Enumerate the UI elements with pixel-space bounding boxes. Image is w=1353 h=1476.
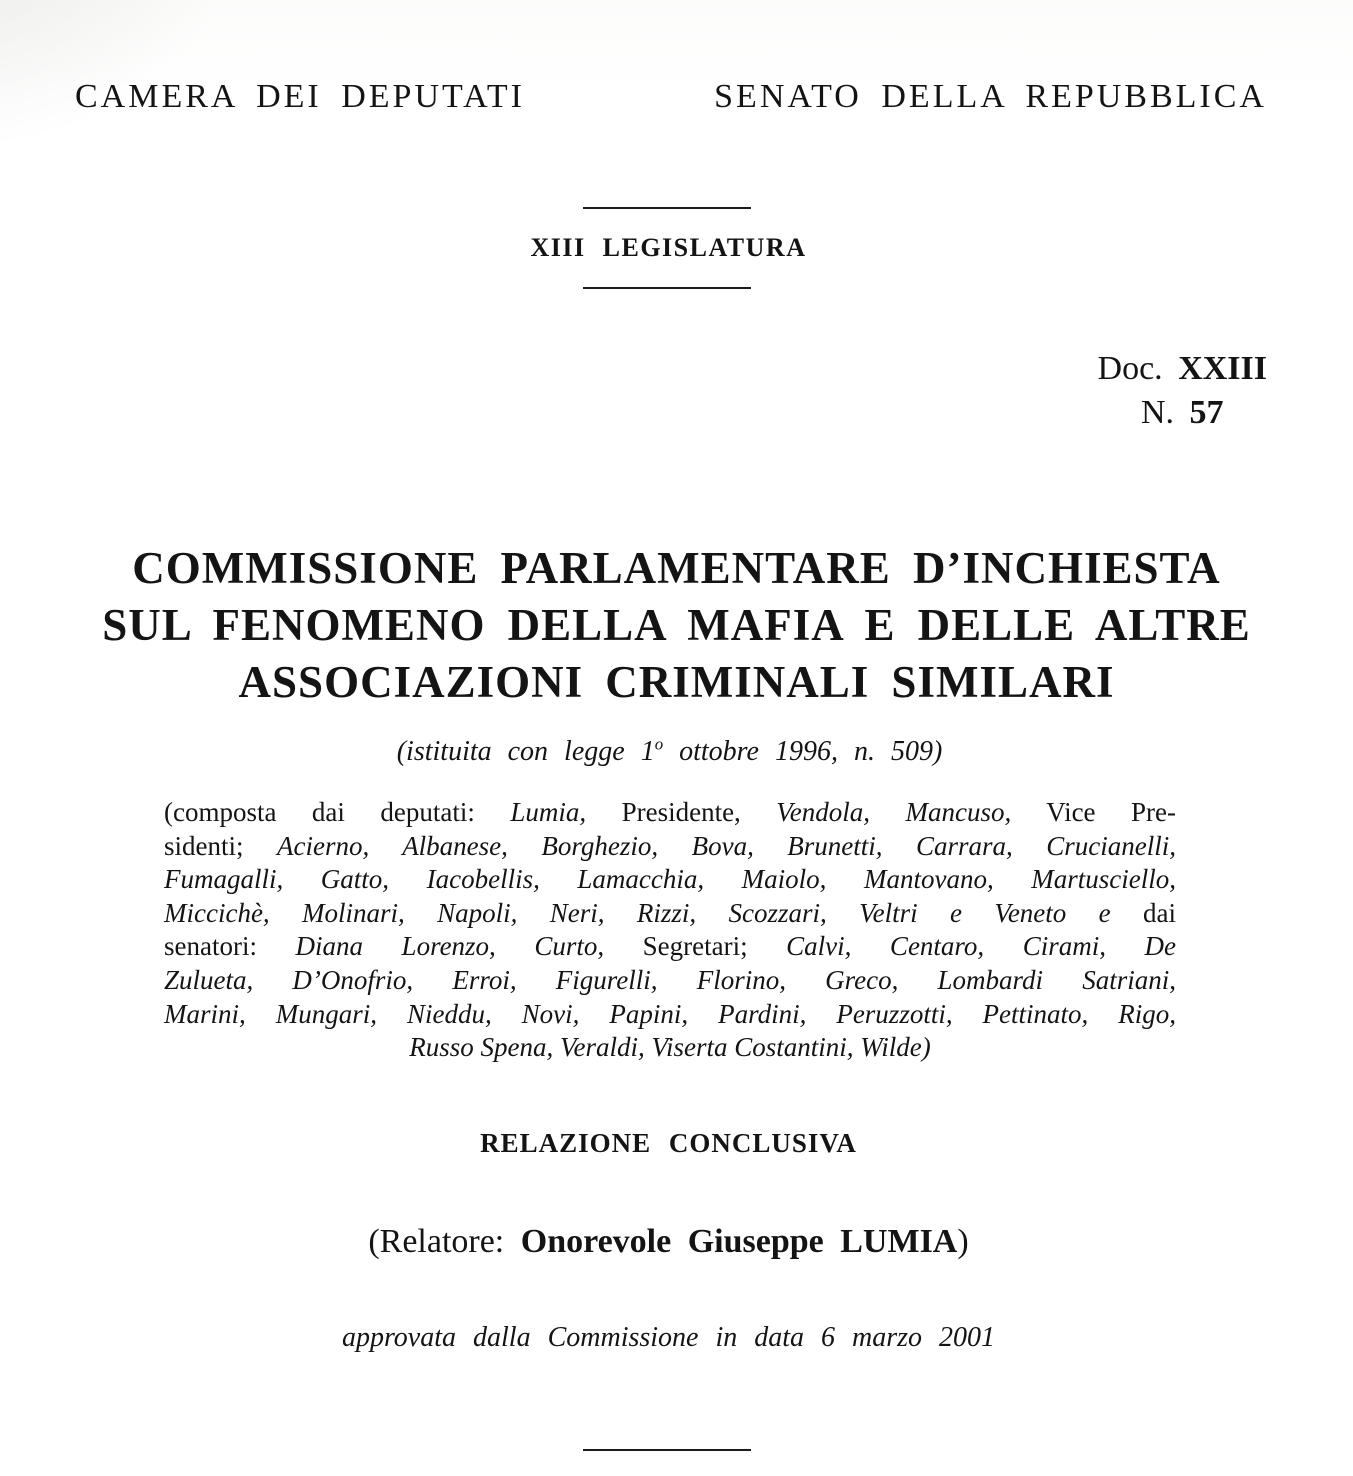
- composition-line-6: Zulueta, D’Onofrio, Erroi, Figurelli, Florino, Greco, Lombardi Satriani,: [164, 964, 1176, 995]
- approval-date-line: approvata dalla Commissione in data 6 marzo 2001: [341, 1322, 996, 1353]
- commission-title: [0, 540, 1353, 711]
- doc-n-value: 57: [1189, 394, 1224, 431]
- composition-line-4: Miccichè, Molinari, Napoli, Neri, Rizzi, Scozzari, Veltri e Veneto e dai: [164, 897, 1176, 928]
- senate-title: SENATO DELLA REPUBBLICA: [714, 78, 1267, 115]
- masthead: [75, 80, 1267, 114]
- document-reference: [1098, 347, 1267, 435]
- composition-line-7: Marini, Mungari, Nieddu, Novi, Papini, Pardini, Peruzzotti, Pettinato, Rigo,: [164, 998, 1176, 1029]
- separator-rule-mid: [583, 287, 751, 289]
- doc-label: Doc.: [1097, 350, 1163, 387]
- legislature-heading: XIII LEGISLATURA: [530, 233, 807, 262]
- doc-n-line: [1098, 391, 1267, 435]
- establishment-note: (istituita con legge 1$^o$ ottobre 1996, n. 509): [396, 734, 943, 767]
- composition-line-3: Fumagalli, Gatto, Iacobellis, Lamacchia, Maiolo, Mantovano, Martusciello,: [164, 864, 1176, 895]
- commission-title-line-1: COMMISSIONE PARLAMENTARE D’INCHIESTA: [132, 543, 1221, 593]
- composition-line-8: Russo Spena, Veraldi, Viserta Costantini, Wilde): [409, 1032, 931, 1063]
- composition-note: [164, 796, 1176, 1065]
- rapporteur-line: (Relatore: Onorevole Giuseppe LUMIA): [368, 1223, 969, 1260]
- separator-rule-top: [583, 207, 751, 209]
- report-heading: RELAZIONE CONCLUSIVA: [480, 1128, 857, 1158]
- commission-title-line-3: ASSOCIAZIONI CRIMINALI SIMILARI: [238, 657, 1115, 707]
- doc-number-line: [1098, 347, 1267, 391]
- composition-line-2: sidenti; Acierno, Albanese, Borghezio, Bova, Brunetti, Carrara, Crucianelli,: [164, 830, 1177, 861]
- doc-value: XXIII: [1178, 350, 1267, 387]
- doc-n-label: N.: [1140, 394, 1175, 431]
- chamber-of-deputies-title: CAMERA DEI DEPUTATI: [75, 78, 525, 115]
- footer-rule: [583, 1449, 751, 1451]
- composition-line-1: (composta dai deputati: Lumia, Presidente, Vendola, Mancuso, Vice Pre-: [164, 797, 1176, 827]
- composition-line-5: senatori: Diana Lorenzo, Curto, Segretari; Calvi, Centaro, Cirami, De: [164, 931, 1177, 962]
- commission-title-line-2: SUL FENOMENO DELLA MAFIA E DELLE ALTRE: [102, 600, 1251, 650]
